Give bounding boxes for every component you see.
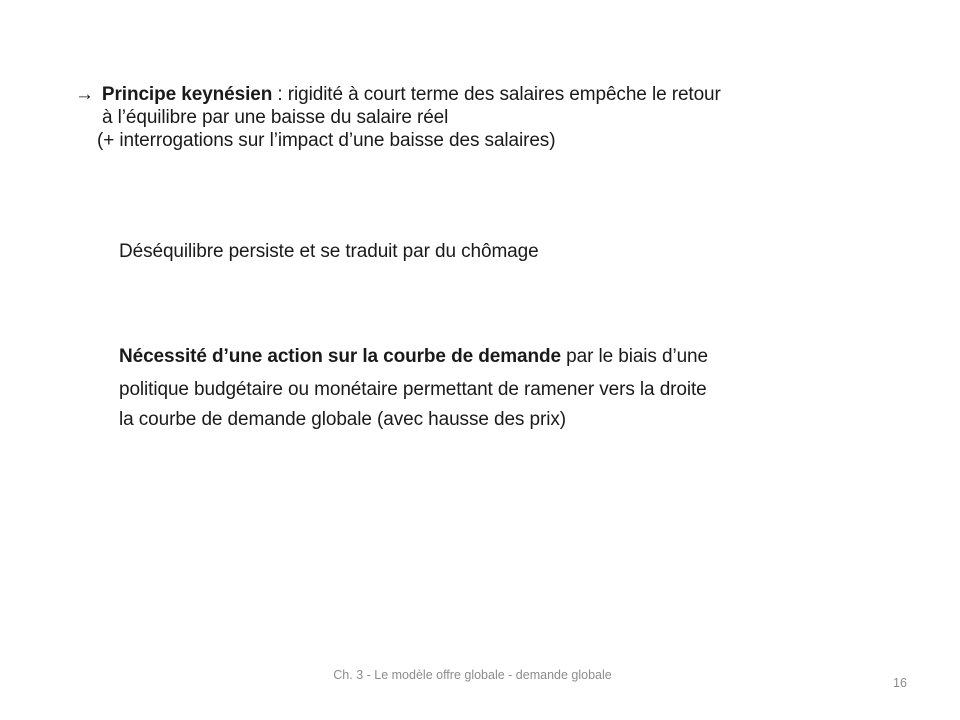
keynesian-principle-heading: Principe keynésien bbox=[101, 84, 273, 105]
page-number: 16 bbox=[893, 676, 907, 690]
demand-action-line-1 bbox=[119, 346, 708, 368]
footer-title: Ch. 3 - Le modèle offre globale - demande globale bbox=[333, 668, 612, 682]
demand-action-line-2: politique budgétaire ou monétaire permettant de ramener vers la droite bbox=[119, 379, 707, 400]
keynesian-principle-line-2: à l’équilibre par une baisse du salaire réel bbox=[102, 107, 449, 128]
keynesian-principle-text: : rigidité à court terme des salaires empêche le retour bbox=[272, 84, 721, 105]
demand-action-heading: Nécessité d’une action sur la courbe de demande bbox=[119, 346, 561, 367]
demand-action-text: par le biais d’une bbox=[560, 346, 708, 367]
keynesian-principle-line-1 bbox=[75, 84, 721, 106]
keynesian-principle-line-3: (+ interrogations sur l’impact d’une baisse des salaires) bbox=[97, 130, 556, 151]
disequilibrium-paragraph: Déséquilibre persiste et se traduit par du chômage bbox=[119, 241, 539, 262]
demand-action-line-3: la courbe de demande globale (avec hausse des prix) bbox=[119, 409, 566, 430]
arrow-right-icon: → bbox=[75, 84, 94, 105]
